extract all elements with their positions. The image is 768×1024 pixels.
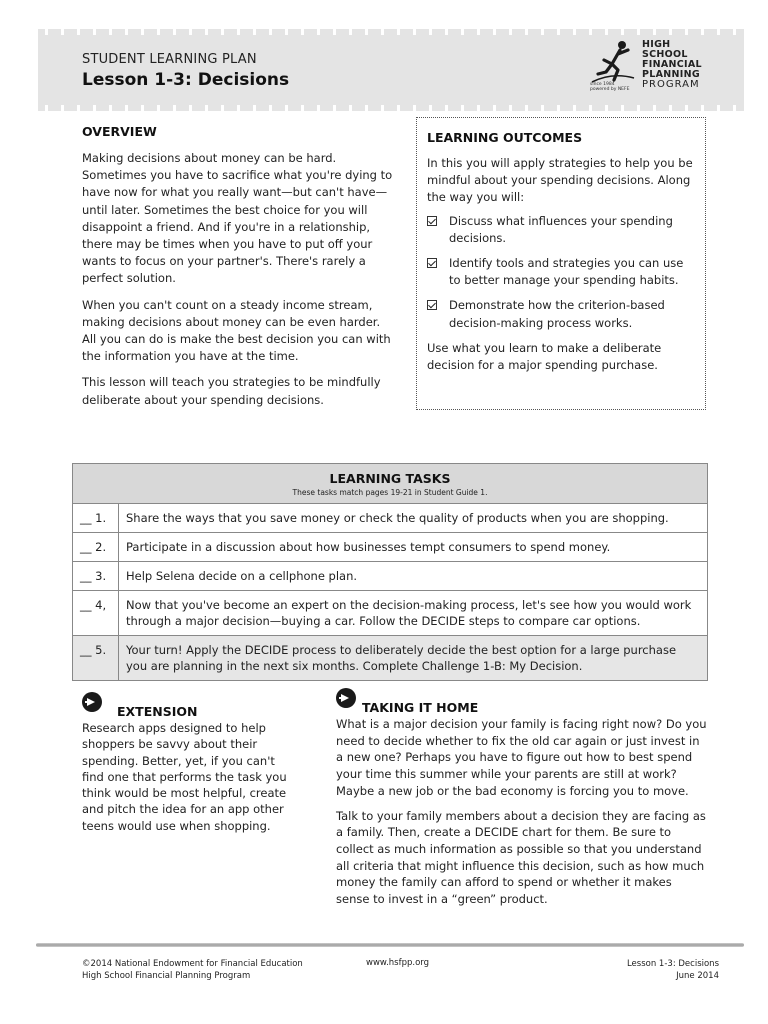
taking-it-home-paragraph: What is a major decision your family is facing right now? Do you need to decide whether to fix the old car again or just invest in a new one? Perhaps you have to figure out how to best spend your time this summer while your parents are still at work? Maybe a new job or the bad economy is forcing you to move. (336, 717, 707, 798)
document-type: STUDENT LEARNING PLAN (82, 52, 257, 67)
outcomes-intro: In this you will apply strategies to help you be mindful about your spending decisions. Along the way you will: (427, 156, 693, 205)
taking-it-home-heading: TAKING IT HOME (362, 700, 479, 715)
page-title: Lesson 1-3: Decisions (82, 70, 290, 90)
checked-box-icon (427, 216, 437, 226)
table-row (73, 591, 708, 636)
overview-heading: OVERVIEW (82, 124, 157, 139)
overview-paragraph: This lesson will teach you strategies to be mindfully deliberate about your spending decisions. (82, 375, 381, 407)
outcome-text: Discuss what influences your spending decisions. (449, 213, 673, 245)
footer-right (627, 958, 719, 982)
footer-lesson: Lesson 1-3: Decisions (626, 959, 719, 969)
task-number: __ 2. (73, 533, 119, 562)
learning-outcomes-heading: LEARNING OUTCOMES (427, 130, 583, 145)
logo-since-text: since 1984 (590, 82, 615, 87)
table-row (73, 636, 708, 681)
outcome-item (427, 255, 695, 289)
arrow-right-icon (82, 692, 102, 712)
learning-tasks-subheading: These tasks match pages 19-21 in Student Guide 1. (292, 488, 488, 497)
logo-line: SCHOOL (642, 49, 688, 60)
taking-it-home-body (336, 716, 708, 916)
outcome-text: Demonstrate how the criterion-based decision-making process works. (449, 298, 665, 330)
logo-tagline (590, 82, 636, 92)
table-row (73, 504, 708, 533)
checked-box-icon (427, 300, 437, 310)
logo-powered-text: powered by NEFE (590, 87, 630, 92)
task-text: Now that you've become an expert on the decision-making process, let's see how you would work through a major decision—buying a car. Follow the DECIDE steps to compare car options. (119, 591, 708, 636)
task-text: Your turn! Apply the DECIDE process to deliberately decide the best option for a large purchase you are planning in the next six months. Complete Challenge 1-B: My Decision. (119, 636, 708, 681)
extension-heading: EXTENSION (117, 704, 198, 719)
footer-left (82, 958, 303, 982)
outcome-item (427, 297, 695, 331)
logo-line: FINANCIAL (642, 59, 702, 70)
footer-date: June 2014 (676, 971, 719, 981)
logo-line: PROGRAM (642, 79, 700, 90)
table-header-cell (73, 464, 708, 504)
task-text: Share the ways that you save money or check the quality of products when you are shopping. (119, 504, 708, 533)
outcome-text: Identify tools and strategies you can use to better manage your spending habits. (449, 256, 684, 288)
learning-outcomes-box (416, 117, 706, 410)
checked-box-icon (427, 258, 437, 268)
task-number: __ 4, (73, 591, 119, 636)
overview-paragraph: When you can't count on a steady income stream, making decisions about money can be even harder. All you can do is make the best decision you can with the information you have at the time. (82, 297, 391, 364)
footer-divider (36, 943, 744, 947)
footer-copyright: ©2014 National Endowment for Financial Education (82, 959, 303, 969)
arrow-right-icon (336, 688, 356, 708)
outcomes-closing: Use what you learn to make a deliberate decision for a major spending purchase. (427, 340, 662, 373)
task-number: __ 1. (73, 504, 119, 533)
hsfpp-logo (590, 38, 720, 98)
logo-line: PLANNING (642, 69, 700, 80)
task-number: __ 3. (73, 562, 119, 591)
learning-tasks-table (72, 463, 708, 681)
task-text: Help Selena decide on a cellphone plan. (119, 562, 708, 591)
learning-tasks-heading: LEARNING TASKS (329, 471, 451, 486)
footer-program: High School Financial Planning Program (82, 971, 251, 981)
logo-line: HIGH (642, 39, 671, 50)
task-number: __ 5. (73, 636, 119, 681)
outcome-item (427, 213, 695, 247)
table-row (73, 562, 708, 591)
footer-website: www.hsfpp.org (366, 958, 430, 968)
table-header-row (73, 464, 708, 504)
table-row (73, 533, 708, 562)
task-text: Participate in a discussion about how businesses tempt consumers to spend money. (119, 533, 708, 562)
extension-body: Research apps designed to help shoppers be savvy about their spending. Better, yet, if you can't find one that performs the task you think would be most helpful, create and pitch the idea for an app other teens would use when shopping. (82, 721, 287, 833)
taking-it-home-paragraph: Talk to your family members about a decision they are facing as a family. Then, create a DECIDE chart for them. Be sure to collect as much information as possible so that you understand all criteria that might influence this decision, such as how much money the family can afford to spend or whether it makes sense to invest in a “green” product. (336, 808, 706, 907)
overview-body (82, 150, 394, 418)
logo-wordmark (642, 40, 702, 90)
overview-paragraph: Making decisions about money can be hard. Sometimes you have to sacrifice what you're dying to have now for what you really want—but can't have—until later. Sometimes the best choice for you will disappoint a friend. And if you're in a relationship, there may be times when you have to put off your wants to focus on your partner's. There's rarely a perfect solution. (82, 151, 393, 286)
